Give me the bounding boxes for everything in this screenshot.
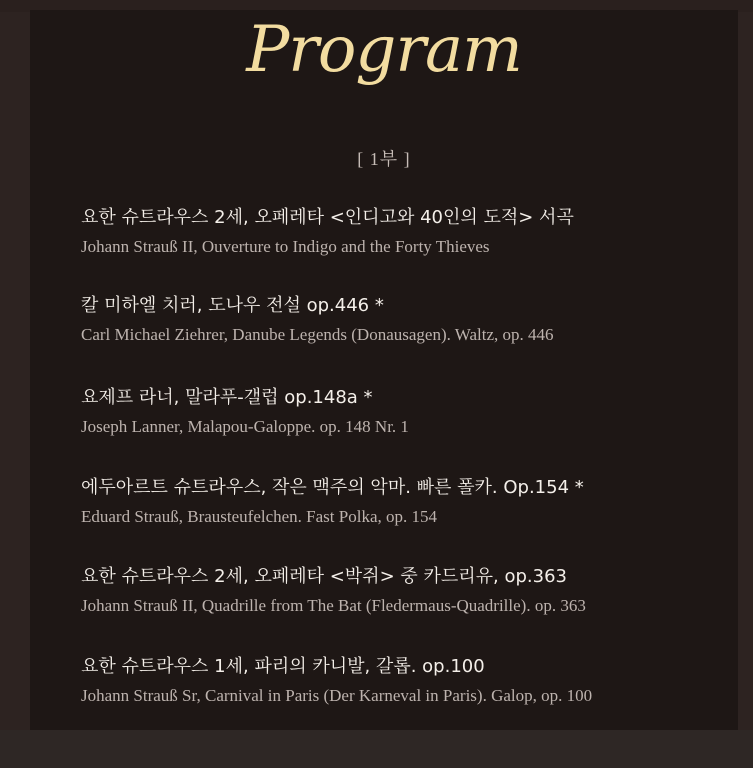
program-item-1 (81, 206, 721, 258)
program-item-korean: 요한 슈트라우스 2세, 오페레타 <박쥐> 중 카드리유, op.363 (81, 566, 567, 587)
program-item-5 (81, 565, 721, 617)
program-item-4 (81, 476, 721, 528)
program-item-korean: 에두아르트 슈트라우스, 작은 맥주의 악마. 빠른 폴카. Op.154 * (81, 477, 584, 498)
program-title: Program (246, 13, 522, 87)
section-label: [ 1부 ] (357, 149, 411, 169)
program-item-english: Eduard Strauß, Brausteufelchen. Fast Polka, op. 154 (81, 507, 437, 526)
program-item-english: Johann Strauß II, Ouverture to Indigo and the Forty Thieves (81, 237, 490, 256)
program-item-korean: 요한 슈트라우스 2세, 오페레타 <인디고와 40인의 도적> 서곡 (81, 207, 574, 228)
program-item-korean: 요한 슈트라우스 1세, 파리의 카니발, 갈롭. op.100 (81, 656, 485, 677)
program-item-2 (81, 294, 721, 346)
program-item-6 (81, 655, 721, 707)
program-item-3 (81, 386, 721, 438)
bottom-strip (0, 730, 753, 768)
program-item-english: Johann Strauß Sr, Carnival in Paris (Der Karneval in Paris). Galop, op. 100 (81, 686, 593, 705)
program-item-english: Carl Michael Ziehrer, Danube Legends (Donausagen). Waltz, op. 446 (81, 325, 554, 344)
program-item-english: Johann Strauß II, Quadrille from The Bat (Fledermaus-Quadrille). op. 363 (81, 596, 586, 615)
program-item-korean: 칼 미하엘 치러, 도나우 전설 op.446 * (81, 295, 384, 316)
program-item-english: Joseph Lanner, Malapou-Galoppe. op. 148 Nr. 1 (81, 417, 409, 436)
program-card (30, 10, 738, 730)
program-item-korean: 요제프 라너, 말라푸-갤럽 op.148a * (81, 387, 373, 408)
